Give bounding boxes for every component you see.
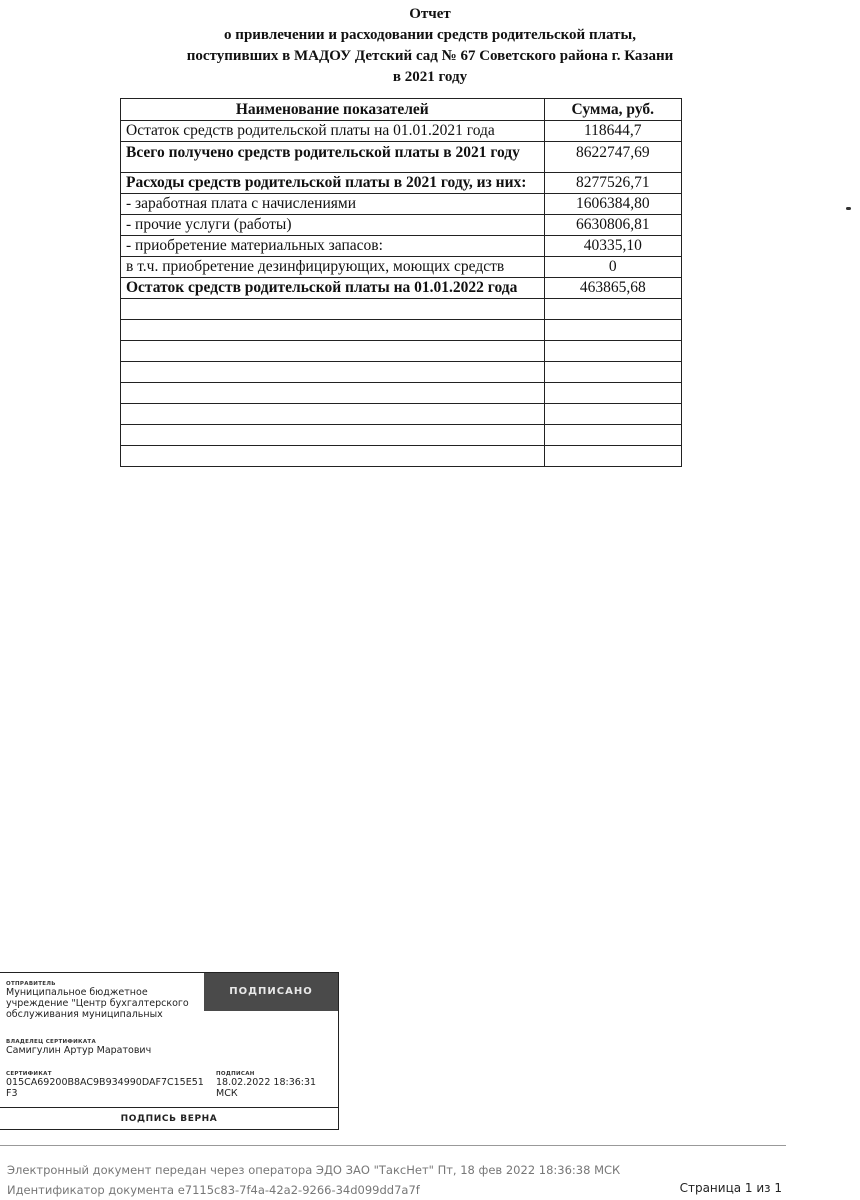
row-name: Расходы средств родительской платы в 2021 году, из них: [121, 173, 545, 194]
empty-row [121, 425, 682, 446]
sender-value: Муниципальное бюджетное учреждение "Центр бухгалтерского обслуживания муниципальных [6, 987, 189, 1020]
report-table [120, 98, 682, 467]
empty-cell [544, 404, 681, 425]
footer-operator-line: Электронный документ передан через оператора ЭДО ЗАО "ТаксНет" Пт, 18 фев 2022 18:36:38 МСК [7, 1163, 621, 1177]
empty-row [121, 404, 682, 425]
title-line: поступивших в МАДОУ Детский сад № 67 Советского района г. Казани [186, 48, 674, 64]
cert-value: 015CA69200B8AC9B934990DAF7C15E51F3 [6, 1077, 204, 1099]
empty-cell [544, 446, 681, 467]
row-sum: 8277526,71 [544, 173, 681, 194]
title-line: в 2021 году [392, 69, 468, 85]
footer-divider [0, 1145, 786, 1146]
row-sum: 8622747,69 [544, 142, 681, 173]
row-sum: 1606384,80 [544, 194, 681, 215]
column-header-name: Наименование показателей [121, 99, 545, 121]
row-name: - заработная плата с начислениями [121, 194, 545, 215]
empty-cell [121, 341, 545, 362]
table-row [121, 278, 682, 299]
empty-cell [544, 299, 681, 320]
table-row [121, 236, 682, 257]
table-row [121, 215, 682, 236]
row-sum: 40335,10 [544, 236, 681, 257]
row-name: в т.ч. приобретение дезинфицирующих, моющих средств [121, 257, 545, 278]
empty-cell [544, 383, 681, 404]
empty-cell [544, 425, 681, 446]
empty-cell [121, 299, 545, 320]
empty-cell [121, 362, 545, 383]
row-sum: 0 [544, 257, 681, 278]
signed-badge: ПОДПИСАНО [204, 973, 338, 1011]
row-name: Остаток средств родительской платы на 01.01.2022 года [121, 278, 545, 299]
cert-label: СЕРТИФИКАТ [6, 1071, 52, 1077]
stamp-certificate [6, 1071, 206, 1099]
report-title [0, 4, 860, 88]
stamp-signed-at [216, 1071, 338, 1099]
owner-value: Самигулин Артур Маратович [6, 1045, 152, 1056]
signature-stamp [0, 972, 339, 1130]
empty-cell [544, 320, 681, 341]
signature-verified: ПОДПИСЬ ВЕРНА [0, 1107, 338, 1130]
footer-document-id: Идентификатор документа e7115c83-7f4a-42a2-9266-34d099dd7a7f [7, 1183, 420, 1197]
empty-cell [121, 446, 545, 467]
empty-cell [544, 362, 681, 383]
row-sum: 6630806,81 [544, 215, 681, 236]
table-row [121, 194, 682, 215]
empty-row [121, 383, 682, 404]
sender-label: ОТПРАВИТЕЛЬ [6, 981, 56, 987]
row-sum: 463865,68 [544, 278, 681, 299]
row-name: Всего получено средств родительской платы в 2021 году [121, 142, 545, 173]
signed-label: ПОДПИСАН [216, 1071, 255, 1077]
empty-cell [544, 341, 681, 362]
stamp-sender [6, 981, 202, 1020]
row-sum: 118644,7 [544, 121, 681, 142]
signed-value: 18.02.2022 18:36:31 МСК [216, 1077, 317, 1099]
table-header-row [121, 99, 682, 121]
empty-cell [121, 383, 545, 404]
title-line: о привлечении и расходовании средств родительской платы, [224, 27, 636, 43]
table-row [121, 142, 682, 173]
stamp-owner [6, 1039, 151, 1056]
empty-row [121, 299, 682, 320]
empty-cell [121, 320, 545, 341]
row-name: - прочие услуги (работы) [121, 215, 545, 236]
empty-row [121, 320, 682, 341]
table-row [121, 173, 682, 194]
row-name: - приобретение материальных запасов: [121, 236, 545, 257]
empty-cell [121, 425, 545, 446]
scan-speck [846, 207, 851, 210]
row-name: Остаток средств родительской платы на 01.01.2021 года [121, 121, 545, 142]
column-header-sum: Сумма, руб. [544, 99, 681, 121]
empty-cell [121, 404, 545, 425]
empty-row [121, 446, 682, 467]
owner-label: ВЛАДЕЛЕЦ СЕРТИФИКАТА [6, 1039, 97, 1045]
footer [7, 1160, 620, 1200]
empty-row [121, 362, 682, 383]
table-row [121, 257, 682, 278]
page-number: Страница 1 из 1 [679, 1181, 782, 1195]
title-line: Отчет [409, 6, 451, 22]
empty-row [121, 341, 682, 362]
table-row [121, 121, 682, 142]
